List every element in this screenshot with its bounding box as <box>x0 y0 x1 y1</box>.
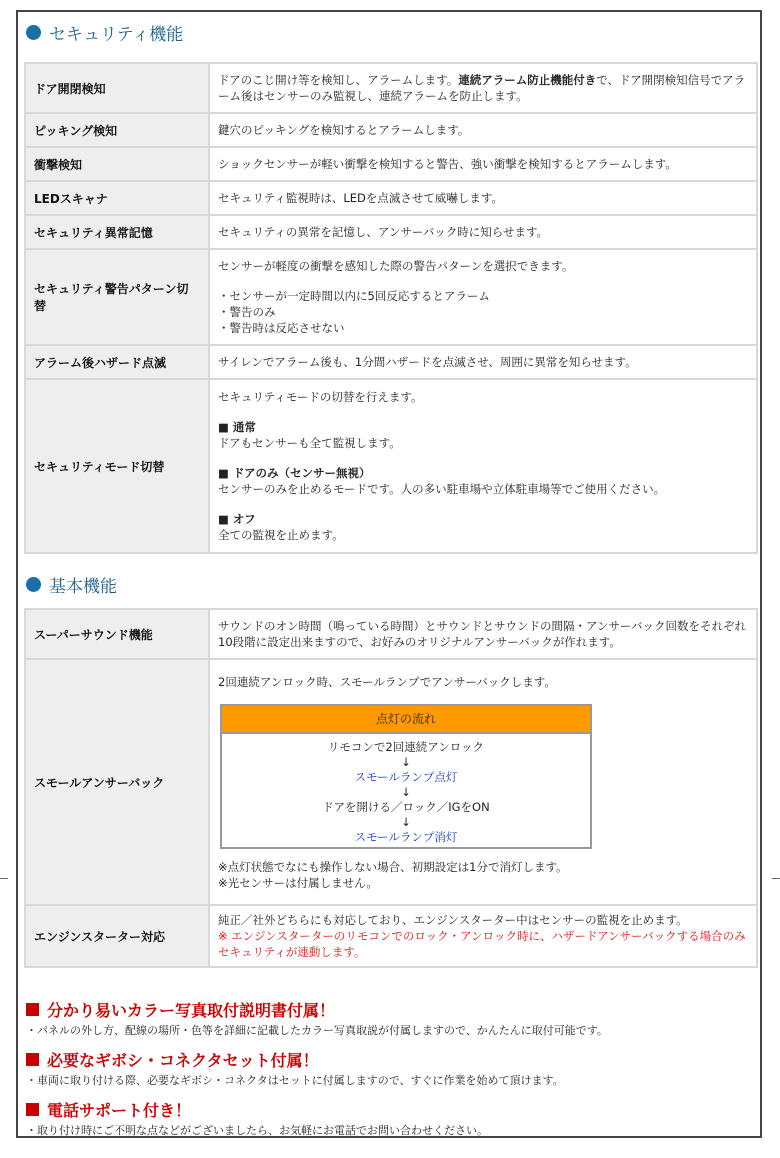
table-row <box>25 345 757 379</box>
lighting-flow-box <box>220 704 592 849</box>
row-desc: 鍵穴のピッキングを検知するとアラームします。 <box>209 113 757 147</box>
row-label: スモールアンサーバック <box>25 659 209 905</box>
edge-mark-left <box>0 878 8 879</box>
row-desc: センサーが軽度の衝撃を感知した際の警告パターンを選択できます。 ・センサーが一定時間以内に5回反応するとアラーム ・警告のみ ・警告時は反応させない <box>209 249 757 345</box>
flow-title: 点灯の流れ <box>222 706 590 734</box>
bullet-dot-icon <box>26 577 41 592</box>
row-desc: サイレンでアラーム後も、1分間ハザードを点滅させ、周囲に異常を知らせます。 <box>209 345 757 379</box>
row-desc: ドアのこじ開け等を検知し、アラームします。連続アラーム防止機能付きで、ドア開閉検知信号でアラーム後はセンサーのみ監視し、連続アラームを防止します。 <box>209 63 757 113</box>
bullet-dot-icon <box>26 25 41 40</box>
red-square-icon <box>26 1003 39 1016</box>
security-heading-text: セキュリティ機能 <box>49 25 184 45</box>
note: ※点灯状態でなにも操作しない場合、初期設定は1分で消灯します。 <box>218 859 568 874</box>
table-row <box>25 249 757 345</box>
promo-title: 必要なギボシ・コネクタセット付属！ <box>47 1051 319 1070</box>
security-heading <box>26 20 183 45</box>
promo-text: ・車両に取り付ける際、必要なギボシ・コネクタはセットに付属しますので、すぐに作業を始めて頂けます。 <box>26 1074 564 1087</box>
promo-title: 分かり易いカラー写真取付説明書付属！ <box>47 1001 336 1020</box>
promo-item <box>26 1048 756 1088</box>
flow-step: スモールランプ点灯 <box>354 769 458 784</box>
arrow-down-icon: ↓ <box>401 814 411 829</box>
row-desc: セキュリティ監視時は、LEDを点滅させて威嚇します。 <box>209 181 757 215</box>
row-label: ピッキング検知 <box>25 113 209 147</box>
flow-step: スモールランプ消灯 <box>354 829 458 844</box>
row-label: セキュリティモード切替 <box>25 379 209 553</box>
red-square-icon <box>26 1103 39 1116</box>
promo-item <box>26 998 756 1038</box>
red-square-icon <box>26 1053 39 1066</box>
row-label: セキュリティ異常記憶 <box>25 215 209 249</box>
note: ※光センサーは付属しません。 <box>218 875 378 890</box>
promo-text: ・取り付け時にご不明な点などがございましたら、お気軽にお電話でお問い合わせください。 <box>26 1124 488 1137</box>
promo-text: ・パネルの外し方、配線の場所・色等を詳細に記載したカラー写真取説が付属しますので、かんたんに取付可能です。 <box>26 1024 608 1037</box>
row-desc: 純正／社外どちらにも対応しており、エンジンスターター中はセンサーの監視を止めます。 ※ エンジンスターターのリモコンでのロック・アンロック時に、ハザードアンサーバックする場合のみセキュリティが連動します。 <box>209 905 757 967</box>
row-desc: ショックセンサーが軽い衝撃を検知すると警告、強い衝撃を検知するとアラームします。 <box>209 147 757 181</box>
table-row <box>25 113 757 147</box>
security-table <box>24 62 758 554</box>
row-desc: セキュリティモードの切替を行えます。 ■ 通常 ドアもセンサーも全て監視します。 ■ ドアのみ（センサー無視） センサーのみを止めるモードです。人の多い駐車場や立体駐車場等でご使用ください。 ■ オフ 全ての監視を止めます。 <box>209 379 757 553</box>
flow-step: リモコンで2回連続アンロック <box>327 739 485 754</box>
row-label: 衝撃検知 <box>25 147 209 181</box>
row-desc: サウンドのオン時間（鳴っている時間）とサウンドとサウンドの間隔・アンサーバック回数をそれぞれ10段階に設定出来ますので、お好みのオリジナルアンサーバックが作れます。 <box>209 609 757 659</box>
table-row <box>25 379 757 553</box>
row-label: ドア開閉検知 <box>25 63 209 113</box>
table-row <box>25 147 757 181</box>
warning-note: ※ エンジンスターターのリモコンでのロック・アンロック時に、ハザードアンサーバックする場合のみセキュリティが連動します。 <box>218 929 746 959</box>
basic-heading-text: 基本機能 <box>49 577 117 597</box>
row-label: セキュリティ警告パターン切替 <box>25 249 209 345</box>
basic-heading <box>26 572 117 597</box>
promo-title: 電話サポート付き！ <box>47 1101 192 1120</box>
promo-item <box>26 1098 756 1138</box>
arrow-down-icon: ↓ <box>401 754 411 769</box>
table-row <box>25 63 757 113</box>
table-row <box>25 609 757 659</box>
row-desc: セキュリティの異常を記憶し、アンサーバック時に知らせます。 <box>209 215 757 249</box>
content-frame <box>16 10 762 1138</box>
row-label: エンジンスターター対応 <box>25 905 209 967</box>
basic-table <box>24 608 758 968</box>
table-row <box>25 905 757 967</box>
table-row <box>25 215 757 249</box>
row-desc: 2回連続アンロック時、スモールランプでアンサーバックします。 点灯の流れ リモコンで2回連続アンロック ↓ スモールランプ点灯 ↓ ドアを開ける／ロック／IGをON ↓ スモールランプ消灯 ※点灯状態でなにも操作しない場合、初期設定は1分で消灯します。 ※光センサーは付属しません。 <box>209 659 757 905</box>
arrow-down-icon: ↓ <box>401 784 411 799</box>
flow-steps <box>222 734 590 847</box>
table-row <box>25 181 757 215</box>
row-label: スーパーサウンド機能 <box>25 609 209 659</box>
row-label: アラーム後ハザード点滅 <box>25 345 209 379</box>
flow-step: ドアを開ける／ロック／IGをON <box>322 799 490 814</box>
edge-mark-right <box>772 878 780 879</box>
table-row <box>25 659 757 905</box>
row-label: LEDスキャナ <box>25 181 209 215</box>
